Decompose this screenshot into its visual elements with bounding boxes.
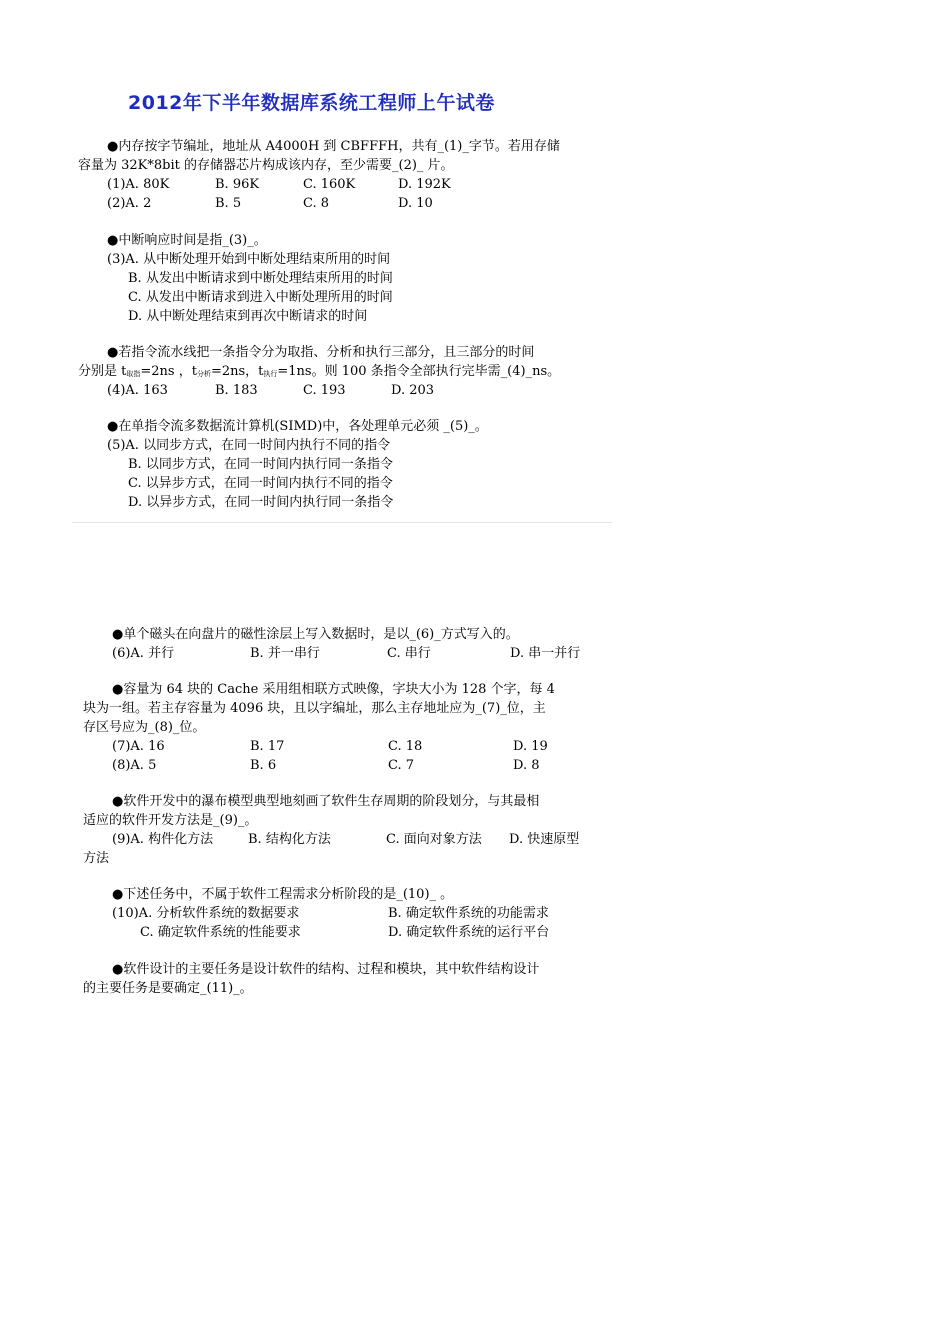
q9-option-a: (9)A. 构件化方法 bbox=[112, 832, 214, 847]
q8-option-b: B. 6 bbox=[250, 758, 277, 773]
q4-option-c: C. 193 bbox=[303, 383, 346, 398]
q5-option-b: B. 以同步方式，在同一时间内执行同一条指令 bbox=[128, 457, 393, 472]
q8-option-a: (8)A. 5 bbox=[112, 758, 157, 773]
q3-option-a: (3)A. 从中断处理开始到中断处理结束所用的时间 bbox=[107, 252, 391, 267]
q3-option-b: B. 从发出中断请求到中断处理结束所用的时间 bbox=[128, 271, 393, 286]
q5-option-a: (5)A. 以同步方式，在同一时间内执行不同的指令 bbox=[107, 438, 391, 453]
q9-option-d-tail: 方法 bbox=[83, 851, 110, 866]
q11-stem-line1: ●软件设计的主要任务是设计软件的结构、过程和模块，其中软件结构设计 bbox=[112, 962, 540, 977]
q1-option-a: (1)A. 80K bbox=[107, 177, 170, 192]
q7-option-d: D. 19 bbox=[513, 739, 548, 754]
q3-option-c: C. 从发出中断请求到进入中断处理所用的时间 bbox=[128, 290, 393, 305]
q6-option-c: C. 串行 bbox=[387, 646, 431, 661]
q1-stem-line1: ●内存按字节编址，地址从 A4000H 到 CBFFFH，共有_(1)_字节。若用存储 bbox=[107, 139, 560, 154]
q9-stem-line2: 适应的软件开发方法是_(9)_。 bbox=[83, 813, 258, 828]
q9-option-b: B. 结构化方法 bbox=[248, 832, 331, 847]
q2-option-a: (2)A. 2 bbox=[107, 196, 152, 211]
q10-option-c: C. 确定软件系统的性能要求 bbox=[140, 925, 301, 940]
q1-option-b: B. 96K bbox=[215, 177, 260, 192]
q8-option-d: D. 8 bbox=[513, 758, 540, 773]
q7-option-b: B. 17 bbox=[250, 739, 285, 754]
q7-option-c: C. 18 bbox=[388, 739, 423, 754]
q5-option-d: D. 以异步方式，在同一时间内执行同一条指令 bbox=[128, 495, 394, 510]
q7-stem-line2: 块为一组。若主存容量为 4096 块，且以字编址，那么主存地址应为_(7)_位，主 bbox=[83, 701, 546, 716]
q4-option-b: B. 183 bbox=[215, 383, 258, 398]
q6-stem: ●单个磁头在向盘片的磁性涂层上写入数据时，是以_(6)_方式写入的。 bbox=[112, 627, 519, 642]
q6-option-b: B. 并一串行 bbox=[250, 646, 320, 661]
q9-option-d: D. 快速原型 bbox=[509, 832, 580, 847]
q10-option-d: D. 确定软件系统的运行平台 bbox=[388, 925, 550, 940]
q4-option-a: (4)A. 163 bbox=[107, 383, 168, 398]
q7-stem-line3: 存区号应为_(8)_位。 bbox=[83, 720, 206, 735]
q11-stem-line2: 的主要任务是要确定_(11)_。 bbox=[83, 981, 253, 996]
page-divider bbox=[72, 522, 612, 523]
q2-option-c: C. 8 bbox=[303, 196, 330, 211]
q10-stem: ●下述任务中，不属于软件工程需求分析阶段的是_(10)_ 。 bbox=[112, 887, 454, 902]
q3-option-d: D. 从中断处理结束到再次中断请求的时间 bbox=[128, 309, 368, 324]
q4-option-d: D. 203 bbox=[391, 383, 435, 398]
q5-stem: ●在单指令流多数据流计算机(SIMD)中，各处理单元必须 _(5)_。 bbox=[107, 419, 488, 434]
q9-stem-line1: ●软件开发中的瀑布模型典型地刻画了软件生存周期的阶段划分，与其最相 bbox=[112, 794, 540, 809]
q1-option-d: D. 192K bbox=[398, 177, 451, 192]
q4-stem-line2: 分别是 $t_{取指}=2ns$ ，$t_{分析}=2ns$，$t_{执行}=1ns$。则 100 条指令全部执行完毕需_(4)_ns。 bbox=[78, 364, 561, 379]
q2-option-d: D. 10 bbox=[398, 196, 433, 211]
page-title: 2012年下半年数据库系统工程师上午试卷 bbox=[128, 92, 495, 114]
q4-stem-line1: ●若指令流水线把一条指令分为取指、分析和执行三部分，且三部分的时间 bbox=[107, 345, 535, 360]
q3-stem: ●中断响应时间是指_(3)_。 bbox=[107, 233, 267, 248]
q7-option-a: (7)A. 16 bbox=[112, 739, 165, 754]
q6-option-a: (6)A. 并行 bbox=[112, 646, 175, 661]
q1-stem-line2: 容量为 32K*8bit 的存储器芯片构成该内存，至少需要_(2)_ 片。 bbox=[78, 158, 454, 173]
q10-option-b: B. 确定软件系统的功能需求 bbox=[388, 906, 549, 921]
q7-stem-line1: ●容量为 64 块的 Cache 采用组相联方式映像，字块大小为 128 个字，每 4 bbox=[112, 682, 555, 697]
q9-option-c: C. 面向对象方法 bbox=[386, 832, 482, 847]
q8-option-c: C. 7 bbox=[388, 758, 415, 773]
q2-option-b: B. 5 bbox=[215, 196, 242, 211]
q10-option-a: (10)A. 分析软件系统的数据要求 bbox=[112, 906, 300, 921]
q5-option-c: C. 以异步方式，在同一时间内执行不同的指令 bbox=[128, 476, 393, 491]
q6-option-d: D. 串一并行 bbox=[510, 646, 581, 661]
q1-option-c: C. 160K bbox=[303, 177, 356, 192]
